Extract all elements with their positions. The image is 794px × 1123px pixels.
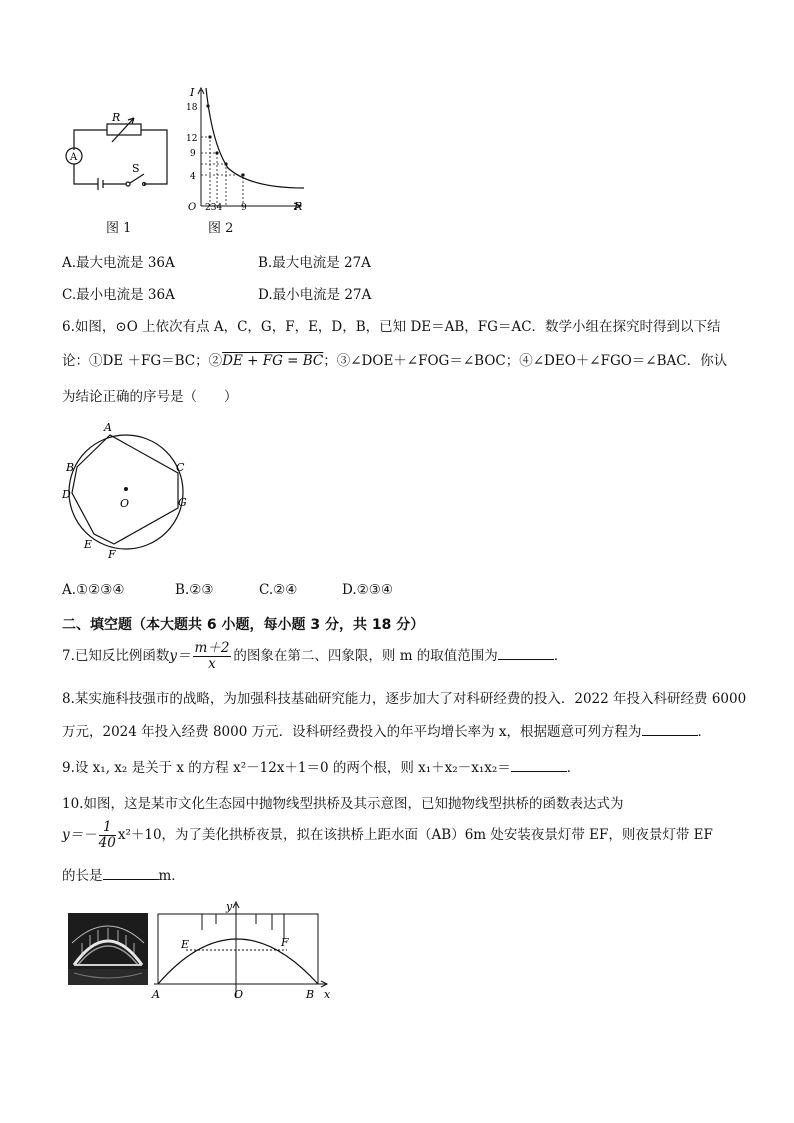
q7-pre: 7.已知反比例函数 <box>62 648 170 664</box>
q7-end: ． <box>553 648 568 664</box>
q9-answer-blank[interactable] <box>511 759 567 772</box>
q8-line2 <box>62 720 711 740</box>
bridge-label-y: y <box>226 900 233 913</box>
current-resistance-graph <box>180 84 310 216</box>
graph-x-axis-label: R <box>294 200 303 213</box>
q10-line2 <box>62 820 713 851</box>
q6-option-d: D.②③④ <box>342 582 393 598</box>
q6-line2-b: ；③∠DOE＋∠FOG＝∠BOC；④∠DEO＋∠FGO＝∠BAC．你认 <box>323 353 728 369</box>
ammeter-label: A <box>70 152 78 163</box>
circle-label-c: C <box>176 461 185 474</box>
q10-line3 <box>62 864 185 884</box>
q8-answer-blank[interactable] <box>642 723 698 736</box>
circle-label-e: E <box>84 538 93 551</box>
q9-text: 9.设 x₁, x₂ 是关于 x 的方程 x²－12x＋1＝0 的两个根，则 x₁＋x₂－x₁x₂＝ <box>62 760 511 776</box>
q6-line3: 为结论正确的序号是（ ） <box>62 389 238 405</box>
q6-line1: 6.如图，⊙O 上依次有点 A，C，G，F，E，D，B，已知 DE＝AB，FG＝AC．数学小组在探究时得到以下结 <box>62 319 721 335</box>
q6-line2-a: 论：①DE ＋FG＝BC；② <box>62 353 223 369</box>
q5-option-b: B.最大电流是 27A <box>258 255 371 271</box>
graph-origin-label: O <box>188 202 197 213</box>
circle-label-f: F <box>108 548 116 561</box>
figure2-caption: 图 2 <box>208 221 234 236</box>
resistor-label: R <box>112 111 121 124</box>
graph-y-tick-18: 18 <box>186 103 198 113</box>
q7-answer-blank[interactable] <box>498 647 554 660</box>
graph-y-tick-4: 4 <box>190 172 196 182</box>
circle-figure <box>60 418 200 562</box>
q7-fraction-numerator: m＋2 <box>194 640 230 656</box>
bridge-label-e: E <box>181 938 190 951</box>
q10-answer-blank[interactable] <box>103 867 159 880</box>
q7-y-eq: y＝ <box>169 648 191 664</box>
q6-option-b: B.②③ <box>175 582 214 598</box>
q10-line3-post: m． <box>158 868 185 884</box>
q8-end: ． <box>697 724 711 740</box>
circle-label-g: G <box>178 496 187 509</box>
q6-arc-equation: DE + FG = BC <box>222 353 324 369</box>
q10-fraction-denominator: 40 <box>98 835 116 851</box>
bridge-schematic <box>150 898 342 1004</box>
graph-x-tick-234: 234 <box>205 203 223 213</box>
q9-line <box>62 756 580 776</box>
bridge-label-x: x <box>324 988 331 1001</box>
bridge-label-o: O <box>234 988 244 1001</box>
circle-label-a: A <box>104 421 112 434</box>
q10-y-eq: y＝－ <box>62 827 97 843</box>
circle-label-b: B <box>66 461 75 474</box>
q5-option-c: C.最小电流是 36A <box>62 287 175 303</box>
q5-option-a: A.最大电流是 36A <box>62 255 175 271</box>
q10-fraction-numerator: 1 <box>99 820 116 836</box>
bridge-label-f: F <box>281 936 289 949</box>
graph-y-axis-label: I <box>190 86 195 99</box>
q10-line3-pre: 的长是 <box>62 868 103 884</box>
graph-y-tick-12: 12 <box>186 134 198 144</box>
q7-post: 的图象在第二、四象限，则 m 的取值范围为 <box>233 648 498 664</box>
circle-label-o: O <box>120 497 130 510</box>
bridge-label-a: A <box>152 988 160 1001</box>
q7-fraction-denominator: x <box>208 656 216 672</box>
graph-y-tick-9: 9 <box>190 149 196 159</box>
q7-fraction <box>193 641 232 672</box>
q8-line1: 8.某实施科技强市的战略，为加强科技基础研究能力，逐步加大了对科研经费的投入．2022 年投入科研经费 6000 <box>62 691 747 707</box>
bridge-photo <box>68 913 148 985</box>
section2-title: 二、填空题（本大题共 6 小题，每小题 3 分，共 18 分） <box>62 617 425 633</box>
circle-label-d: D <box>62 488 71 501</box>
q10-fraction <box>99 820 116 851</box>
graph-x-tick-9: 9 <box>241 203 247 213</box>
bridge-label-b: B <box>306 988 315 1001</box>
q8-line2-text: 万元，2024 年投入经费 8000 万元．设科研经费投入的年平均增长率为 x，根据题意可列方程为 <box>62 724 642 740</box>
q10-line2-post: x²＋10，为了美化拱桥夜景，拟在该拱桥上距水面（AB）6m 处安装夜景灯带 EF，则夜景灯带 EF <box>117 827 713 843</box>
q6-option-a: A.①②③④ <box>62 582 125 598</box>
q9-end: ． <box>566 760 581 776</box>
q5-option-d: D.最小电流是 27A <box>258 287 372 303</box>
circuit-diagram <box>62 108 174 192</box>
q6-option-c: C.②④ <box>259 582 298 598</box>
figure1-caption: 图 1 <box>106 221 132 236</box>
q7-line <box>62 641 567 672</box>
q10-line1: 10.如图，这是某市文化生态园中抛物线型拱桥及其示意图，已知抛物线型拱桥的函数表达式为 <box>62 796 624 812</box>
q6-line2 <box>62 349 727 369</box>
switch-label: S <box>132 162 140 175</box>
